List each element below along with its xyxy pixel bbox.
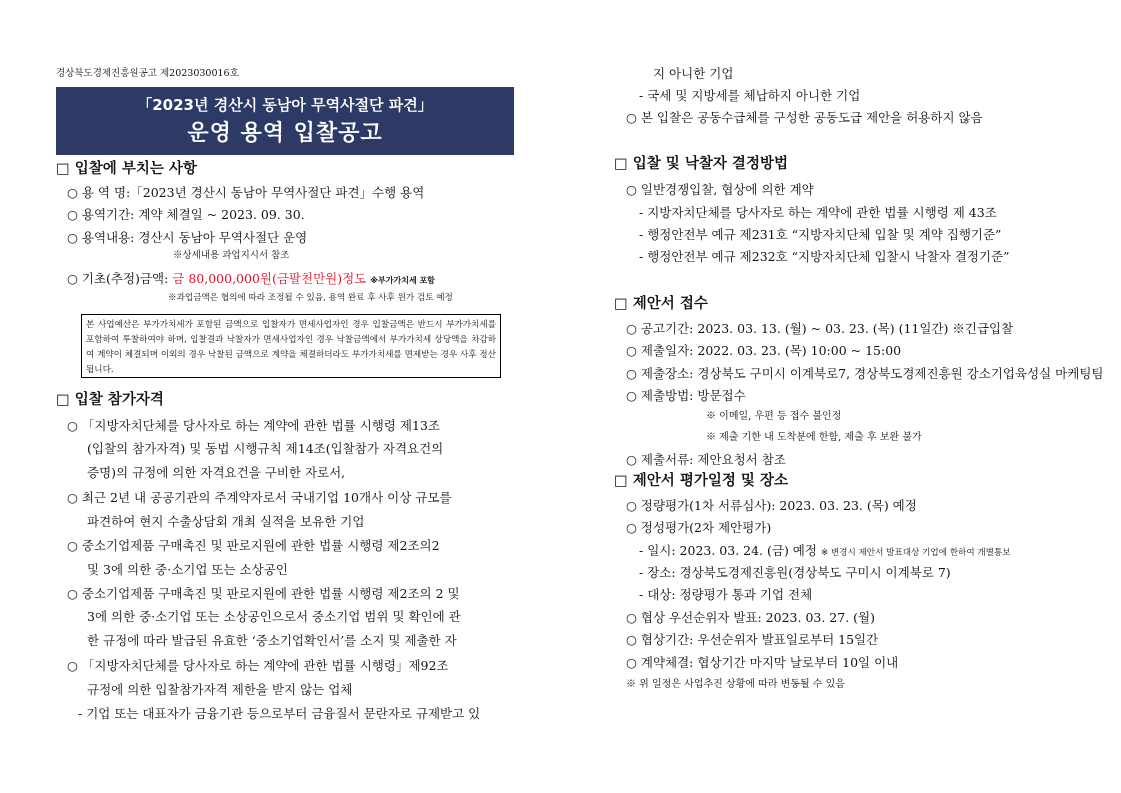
eligibility-line: 3에 의한 중·소기업 또는 소상공인으로서 중소기업 범위 및 확인에 관 bbox=[87, 609, 461, 624]
title-banner bbox=[56, 87, 514, 155]
eligibility-line: 파견하여 현지 수출상담회 개최 실적을 보유한 기업 bbox=[87, 514, 365, 529]
eligibility-line: 증명)의 규정에 의한 자격요건을 구비한 자로서, bbox=[87, 465, 346, 480]
evaluation-date-note: ※ 변경시 제안서 발표대상 기업에 한하여 개별통보 bbox=[820, 548, 1011, 558]
submission-line: ○ 제출장소: 경상북도 구미시 이계북로7, 경상북도경제진흥원 강소기업육성실 마케팅팀 bbox=[626, 366, 1104, 381]
eligibility-line: ○ 중소기업제품 구매촉진 및 판로지원에 관한 법률 시행령 제2조의 2 및 bbox=[67, 586, 460, 601]
evaluation-date-line bbox=[639, 543, 1011, 561]
bid-method-line: - 행정안전부 예규 제231호 “지방자치단체 입찰 및 계약 집행기준” bbox=[639, 227, 1002, 242]
price-vat-note: ※부가가치세 포함 bbox=[370, 276, 435, 285]
evaluation-line: - 대상: 정량평가 통과 기업 전체 bbox=[639, 587, 813, 602]
eligibility-cont-line: 지 아니한 기업 bbox=[653, 66, 734, 81]
price-value: 금 80,000,000원(금팔천만원)정도 bbox=[172, 271, 367, 286]
price-label: ○ 기초(추정)금액: bbox=[67, 271, 169, 286]
service-content-note: ※상세내용 과업지시서 참조 bbox=[173, 250, 290, 261]
vat-notice-box: 본 사업예산은 부가가치세가 포함된 금액으로 입찰자가 면세사업자인 경우 입찰금액은 반드시 부가가치세를 포함하여 투찰하여야 하며, 입찰결과 낙찰자가 면세사업자인 경우 낙찰금액에서 부가가치세 상당액을 차감하여 계약이 체결되며 이외의 경우 낙찰된 금액으로 계약을 체결하더라도 부가가치세를 면제받는 경우 사후 정산됩니다. bbox=[81, 314, 501, 378]
price-line bbox=[67, 271, 435, 289]
service-name-line: ○ 용 역 명:「2023년 경산시 동남아 무역사절단 파견」수행 용역 bbox=[67, 185, 425, 200]
evaluation-line: ○ 협상 우선순위자 발표: 2023. 03. 27. (월) bbox=[626, 610, 875, 625]
eligibility-line: 한 규정에 따라 발급된 유효한 ‘중소기업확인서’를 소지 및 제출한 자 bbox=[87, 633, 457, 648]
submission-docs-line: ○ 제출서류: 제안요청서 참조 bbox=[626, 452, 786, 467]
price-note: ※과업금액은 협의에 따라 조정될 수 있음, 용역 완료 후 사후 원가 검토 예정 bbox=[168, 293, 453, 303]
section-heading-bid-items: □ 입찰에 부치는 사항 bbox=[56, 160, 197, 177]
section-heading-bid-method: □ 입찰 및 낙찰자 결정방법 bbox=[614, 155, 788, 172]
eligibility-line: ○ 「지방자치단체를 당사자로 하는 계약에 관한 법률 시행령」제92조 bbox=[67, 658, 449, 673]
service-content-line: ○ 용역내용: 경산시 동남아 무역사절단 운영 bbox=[67, 230, 308, 245]
eligibility-line: ○ 중소기업제품 구매촉진 및 판로지원에 관한 법률 시행령 제2조의2 bbox=[67, 538, 440, 553]
bid-method-line: - 행정안전부 예규 제232호 “지방자치단체 입찰시 낙찰자 결정기준” bbox=[639, 249, 1010, 264]
bid-method-line: - 지방자치단체를 당사자로 하는 계약에 관한 법률 시행령 제 43조 bbox=[639, 205, 997, 220]
evaluation-line: ○ 정성평가(2차 제안평가) bbox=[626, 520, 772, 535]
doc-number: 경상북도경제진흥원공고 제2023030016호 bbox=[56, 68, 239, 79]
page-title: 운영 용역 입찰공고 bbox=[187, 121, 383, 146]
eligibility-line: 및 3에 의한 중·소기업 또는 소상공인 bbox=[87, 562, 288, 577]
section-heading-eligibility: □ 입찰 참가자격 bbox=[56, 391, 164, 408]
eligibility-cont-line: - 국세 및 지방세를 체납하지 아니한 기업 bbox=[639, 88, 861, 103]
bid-method-line: ○ 일반경쟁입찰, 협상에 의한 계약 bbox=[626, 182, 814, 197]
submission-line: ○ 공고기간: 2023. 03. 13. (월) ~ 03. 23. (목) (11일간) ※긴급입찰 bbox=[626, 321, 1014, 336]
submission-line: ○ 제출방법: 방문접수 bbox=[626, 388, 746, 403]
evaluation-line: ○ 협상기간: 우선순위자 발표일로부터 15일간 bbox=[626, 632, 879, 647]
schedule-footnote: ※ 위 일정은 사업추진 상황에 따라 변동될 수 있음 bbox=[626, 679, 845, 690]
eligibility-line: - 기업 또는 대표자가 금융기관 등으로부터 금융질서 문란자로 규제받고 있 bbox=[78, 706, 481, 721]
eligibility-cont-line: ○ 본 입찰은 공동수급체를 구성한 공동도급 제안을 허용하지 않음 bbox=[626, 110, 983, 125]
eligibility-line: 규정에 의한 입찰참가자격 제한을 받지 않는 업체 bbox=[87, 682, 353, 697]
eligibility-line: ○ 최근 2년 내 공공기관의 주계약자로서 국내기업 10개사 이상 규모를 bbox=[67, 490, 452, 505]
section-heading-evaluation: □ 제안서 평가일정 및 장소 bbox=[614, 472, 788, 489]
evaluation-line: - 장소: 경상북도경제진흥원(경상북도 구미시 이계북로 7) bbox=[639, 565, 951, 580]
evaluation-line: ○ 계약체결: 협상기간 마지막 날로부터 10일 이내 bbox=[626, 655, 899, 670]
title-subtitle: 「2023년 경산시 동남아 무역사절단 파견」 bbox=[137, 96, 433, 114]
submission-note: ※ 제출 기한 내 도착분에 한함, 제출 후 보완 불가 bbox=[706, 432, 922, 443]
submission-note: ※ 이메일, 우편 등 접수 불인정 bbox=[706, 411, 842, 422]
eligibility-line: ○ 「지방자치단체를 당사자로 하는 계약에 관한 법률 시행령 제13조 bbox=[67, 418, 440, 433]
eligibility-line: (입찰의 참가자격) 및 동법 시행규칙 제14조(입찰참가 자격요건의 bbox=[87, 441, 444, 456]
evaluation-line: ○ 정량평가(1차 서류심사): 2023. 03. 23. (목) 예정 bbox=[626, 498, 917, 513]
submission-line: ○ 제출일자: 2022. 03. 23. (목) 10:00 ~ 15:00 bbox=[626, 343, 902, 358]
section-heading-submission: □ 제안서 접수 bbox=[614, 295, 708, 312]
evaluation-date: - 일시: 2023. 03. 24. (금) 예정 bbox=[639, 543, 817, 558]
service-period-line: ○ 용역기간: 계약 체결일 ~ 2023. 09. 30. bbox=[67, 207, 305, 222]
